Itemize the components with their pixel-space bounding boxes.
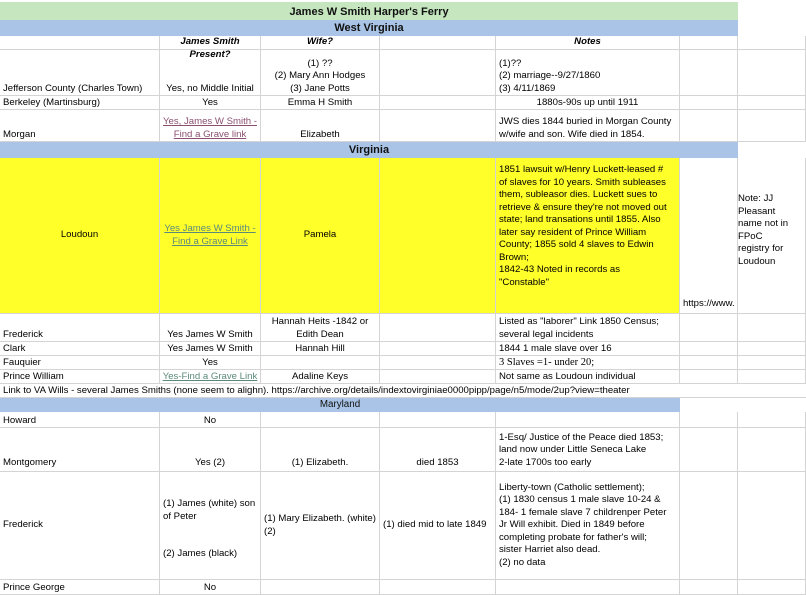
table-row [0, 412, 806, 428]
empty-cell[interactable] [738, 50, 806, 96]
notes-cell[interactable] [496, 314, 680, 342]
empty-cell[interactable] [738, 314, 806, 342]
county-name: Howard [3, 414, 37, 426]
notes-value: Not same as Loudoun individual [499, 370, 636, 382]
find-a-grave-link[interactable]: Yes, James W Smith - [162, 116, 257, 127]
va-wills-link-row[interactable] [0, 384, 806, 398]
side-note-cell[interactable] [738, 158, 806, 314]
notes-cell[interactable] [496, 580, 680, 595]
wife-cell[interactable] [261, 428, 380, 472]
county-cell[interactable] [0, 356, 160, 370]
empty-cell[interactable] [680, 50, 738, 96]
table-row [0, 96, 806, 110]
county-cell[interactable] [0, 110, 160, 142]
notes-line: (2) no data [499, 556, 546, 568]
empty-cell[interactable] [380, 314, 496, 342]
notes-line: 1851 lawsuit w/Henry Luckett-leased # [499, 164, 664, 175]
present-cell[interactable] [160, 580, 261, 595]
empty-cell[interactable] [680, 428, 738, 472]
present-value: Yes [202, 96, 218, 108]
va-wills-text: Link to VA Wills - several James Smiths (none seem to alighn). https://archive.org/details/indextovirginiae0000pipp/page/n5/mode/2up?view=theater [3, 385, 630, 396]
empty-cell[interactable] [380, 50, 496, 96]
notes-line: (2) marriage--9/27/1860 [499, 70, 601, 81]
notes-line: several legal incidents [499, 328, 594, 340]
notes-line: completing probate for father's will; [499, 531, 647, 543]
wife-cell[interactable] [261, 158, 380, 314]
wife-line: (3) Jane Potts [290, 82, 350, 94]
empty-cell[interactable] [680, 580, 738, 595]
county-cell[interactable] [0, 412, 160, 428]
county-cell[interactable] [0, 50, 160, 96]
county-cell[interactable] [0, 314, 160, 342]
notes-line: JWS dies 1844 buried in Morgan County [499, 116, 672, 127]
empty-cell[interactable] [380, 158, 496, 314]
notes-line: 184- 1 female slave 7 childrenper Peter [499, 506, 667, 518]
wife-cell[interactable] [261, 580, 380, 595]
notes-value: 1880s-90s up until 1911 [536, 96, 639, 108]
side-note-line: Note: JJ [738, 193, 774, 204]
table-row [0, 370, 806, 384]
notes-line: (3) 4/11/1869 [499, 82, 556, 94]
notes-cell[interactable] [496, 356, 680, 370]
wife-line: (1) ?? [307, 57, 333, 69]
empty-cell[interactable] [380, 370, 496, 384]
sheet-title[interactable]: James W Smith Harper's Ferry [0, 2, 738, 22]
header-notes[interactable]: Notes [496, 36, 680, 50]
wife-line: Hannah Heits -1842 or [271, 316, 369, 327]
notes-cell[interactable] [496, 50, 680, 96]
notes-line: them, subleasor dies. Luckett sues to [499, 189, 658, 200]
notes-cell[interactable] [496, 412, 680, 428]
header-empty[interactable] [380, 36, 496, 50]
empty-cell[interactable] [380, 96, 496, 110]
wife-cell[interactable] [261, 356, 380, 370]
notes-line: of slaves for 10 years. Smith subleases [499, 176, 666, 188]
present-value: No [203, 581, 217, 593]
table-row [0, 342, 806, 356]
wife-cell[interactable] [261, 412, 380, 428]
county-cell[interactable] [0, 342, 160, 356]
county-cell[interactable] [0, 96, 160, 110]
notes-line: County; 1855 sold 4 slaves to Edwin [499, 239, 654, 250]
empty-cell[interactable] [680, 96, 738, 110]
county-cell[interactable] [0, 472, 160, 580]
county-name: Fauquier [3, 356, 41, 368]
section-virginia[interactable]: Virginia [0, 142, 738, 158]
wife-cell[interactable] [261, 314, 380, 342]
wife-value: Emma H Smith [287, 96, 353, 108]
present-cell[interactable] [160, 370, 261, 384]
wife-value: Pamela [303, 229, 337, 241]
present-cell[interactable] [160, 428, 261, 472]
county-name: Frederick [3, 519, 43, 531]
county-name: Loudoun [60, 229, 99, 241]
present-value: Yes [202, 356, 218, 368]
find-a-grave-link[interactable]: Yes-Find a Grave Link [162, 370, 258, 382]
county-cell[interactable] [0, 158, 160, 314]
table-row [0, 110, 806, 142]
county-name: Jefferson County (Charles Town) [3, 82, 143, 94]
empty-cell[interactable] [380, 342, 496, 356]
present-cell[interactable] [160, 412, 261, 428]
empty-cell[interactable] [738, 96, 806, 110]
empty-cell[interactable] [680, 314, 738, 342]
present-cell[interactable] [160, 96, 261, 110]
side-note-line: registry for [738, 243, 784, 254]
find-a-grave-link[interactable]: Find a Grave Link [172, 235, 248, 247]
died-value: died 1853 [416, 456, 459, 468]
present-line [163, 523, 257, 536]
notes-line: retrieve & ensure they're not moved out [499, 201, 667, 213]
county-cell[interactable] [0, 428, 160, 472]
notes-line: sister Harriet also dead. [499, 544, 601, 556]
present-cell[interactable] [160, 50, 261, 96]
header-wife[interactable]: Wife? [261, 36, 380, 50]
notes-line: Listed as "laborer" Link 1850 Census; [499, 316, 659, 327]
section-maryland[interactable]: Maryland [0, 398, 680, 412]
county-name: Berkeley (Martinsburg) [3, 96, 101, 108]
present-line: (1) James (white) son [163, 498, 256, 509]
wife-line: (2) Mary Ann Hodges [274, 70, 366, 81]
notes-line: "Constable" [499, 276, 550, 288]
empty-cell[interactable] [738, 428, 806, 472]
present-value: No [203, 414, 217, 426]
wife-line: (1) Mary Elizabeth. (white) [264, 513, 376, 524]
empty-cell[interactable] [738, 580, 806, 595]
empty-cell[interactable] [738, 472, 806, 580]
county-name: Prince William [3, 370, 64, 382]
county-cell[interactable] [0, 370, 160, 384]
empty-cell[interactable] [680, 356, 738, 370]
present-cell[interactable] [160, 158, 261, 314]
notes-line: (1) 1830 census 1 male slave 10-24 & [499, 494, 661, 506]
present-line: (2) James (black) [163, 548, 238, 559]
notes-line: w/wife and son. Wife died in 1854. [499, 128, 645, 140]
present-cell[interactable] [160, 472, 261, 580]
side-note-line: Pleasant [738, 205, 776, 217]
empty-cell[interactable] [680, 472, 738, 580]
table-row [0, 580, 806, 595]
empty-cell[interactable] [738, 412, 806, 428]
notes-cell[interactable] [496, 96, 680, 110]
empty-cell[interactable] [738, 356, 806, 370]
table-row [0, 428, 806, 472]
notes-line: 2-late 1700s too early [499, 456, 592, 468]
table-row [0, 472, 806, 580]
empty-cell[interactable] [380, 412, 496, 428]
county-name: Prince George [3, 581, 65, 593]
table-row [0, 158, 806, 314]
wife-cell[interactable] [261, 342, 380, 356]
present-line [163, 536, 257, 549]
notes-cell[interactable] [496, 428, 680, 472]
wife-line: (2) [264, 525, 276, 537]
notes-value: 1844 1 male slave over 16 [499, 342, 612, 354]
wife-value: Adaline Keys [292, 370, 348, 382]
wife-cell[interactable] [261, 110, 380, 142]
notes-cell[interactable] [496, 110, 680, 142]
find-a-grave-link[interactable]: Find a Grave link [173, 128, 247, 140]
notes-cell[interactable] [496, 158, 680, 314]
empty-cell[interactable] [738, 370, 806, 384]
notes-line: (1)?? [499, 57, 522, 69]
wife-cell[interactable] [261, 472, 380, 580]
empty-cell[interactable] [738, 342, 806, 356]
wife-cell[interactable] [261, 96, 380, 110]
notes-line: Jr Will exhibit. Died in 1849 before [499, 519, 645, 531]
empty-cell[interactable] [380, 110, 496, 142]
notes-cell[interactable] [496, 370, 680, 384]
notes-line: land now under Little Seneca Lake [499, 444, 647, 455]
table-row [0, 356, 806, 370]
wife-value: (1) Elizabeth. [291, 456, 349, 468]
county-name: Clark [3, 342, 26, 354]
notes-value: 3 Slaves =1- under 20; [499, 356, 595, 368]
notes-line: later say resident of Prince William [499, 226, 647, 238]
notes-line: Liberty-town (Catholic settlement); [499, 481, 645, 493]
url-fragment: https://www. [683, 297, 735, 309]
side-note-line: FPoC [738, 230, 763, 242]
empty-cell[interactable] [680, 412, 738, 428]
wife-cell[interactable] [261, 370, 380, 384]
present-cell[interactable] [160, 314, 261, 342]
notes-line: Brown; [499, 251, 529, 263]
table-row [0, 314, 806, 342]
died-cell[interactable] [380, 428, 496, 472]
empty-cell[interactable] [380, 580, 496, 595]
present-cell[interactable] [160, 356, 261, 370]
empty-cell[interactable] [680, 110, 738, 142]
url-cell[interactable] [680, 158, 738, 314]
section-west-virginia[interactable]: West Virginia [0, 20, 738, 36]
notes-cell[interactable] [496, 472, 680, 580]
empty-cell[interactable] [680, 342, 738, 356]
empty-cell[interactable] [380, 356, 496, 370]
header-empty-3[interactable] [738, 36, 806, 50]
header-empty-2[interactable] [680, 36, 738, 50]
notes-line: 1-Esq/ Justice of the Peace died 1853; [499, 431, 664, 443]
side-note-line: name not in [738, 218, 789, 229]
wife-value: Elizabeth [300, 128, 340, 140]
present-value: Yes James W Smith [167, 328, 253, 340]
header-present[interactable]: James Smith Present? [160, 36, 261, 50]
wife-line: Edith Dean [296, 328, 344, 340]
wife-cell[interactable] [261, 50, 380, 96]
header-row [0, 36, 806, 60]
notes-line: state; land transations until 1855. Also [499, 214, 661, 225]
find-a-grave-link[interactable]: Yes James W Smith - [164, 223, 256, 234]
present-cell[interactable] [160, 110, 261, 142]
county-name: Morgan [3, 128, 36, 140]
present-value: Yes James W Smith [167, 342, 253, 354]
county-name: Frederick [3, 328, 43, 340]
present-line: of Peter [163, 510, 197, 522]
county-name: Montgomery [3, 456, 57, 468]
empty-cell[interactable] [680, 370, 738, 384]
wife-value: Hannah Hill [295, 342, 345, 354]
present-cell[interactable] [160, 342, 261, 356]
died-cell[interactable] [380, 472, 496, 580]
notes-cell[interactable] [496, 342, 680, 356]
table-row [0, 50, 806, 96]
empty-cell[interactable] [738, 110, 806, 142]
header-county[interactable] [0, 36, 160, 50]
side-note-line: Loudoun [738, 255, 776, 267]
died-value: (1) died mid to late 1849 [383, 519, 487, 531]
county-cell[interactable] [0, 580, 160, 595]
notes-line: 1842-43 Noted in records as [499, 264, 621, 275]
present-value: Yes, no Middle Initial [166, 82, 254, 94]
present-value: Yes (2) [194, 456, 226, 468]
